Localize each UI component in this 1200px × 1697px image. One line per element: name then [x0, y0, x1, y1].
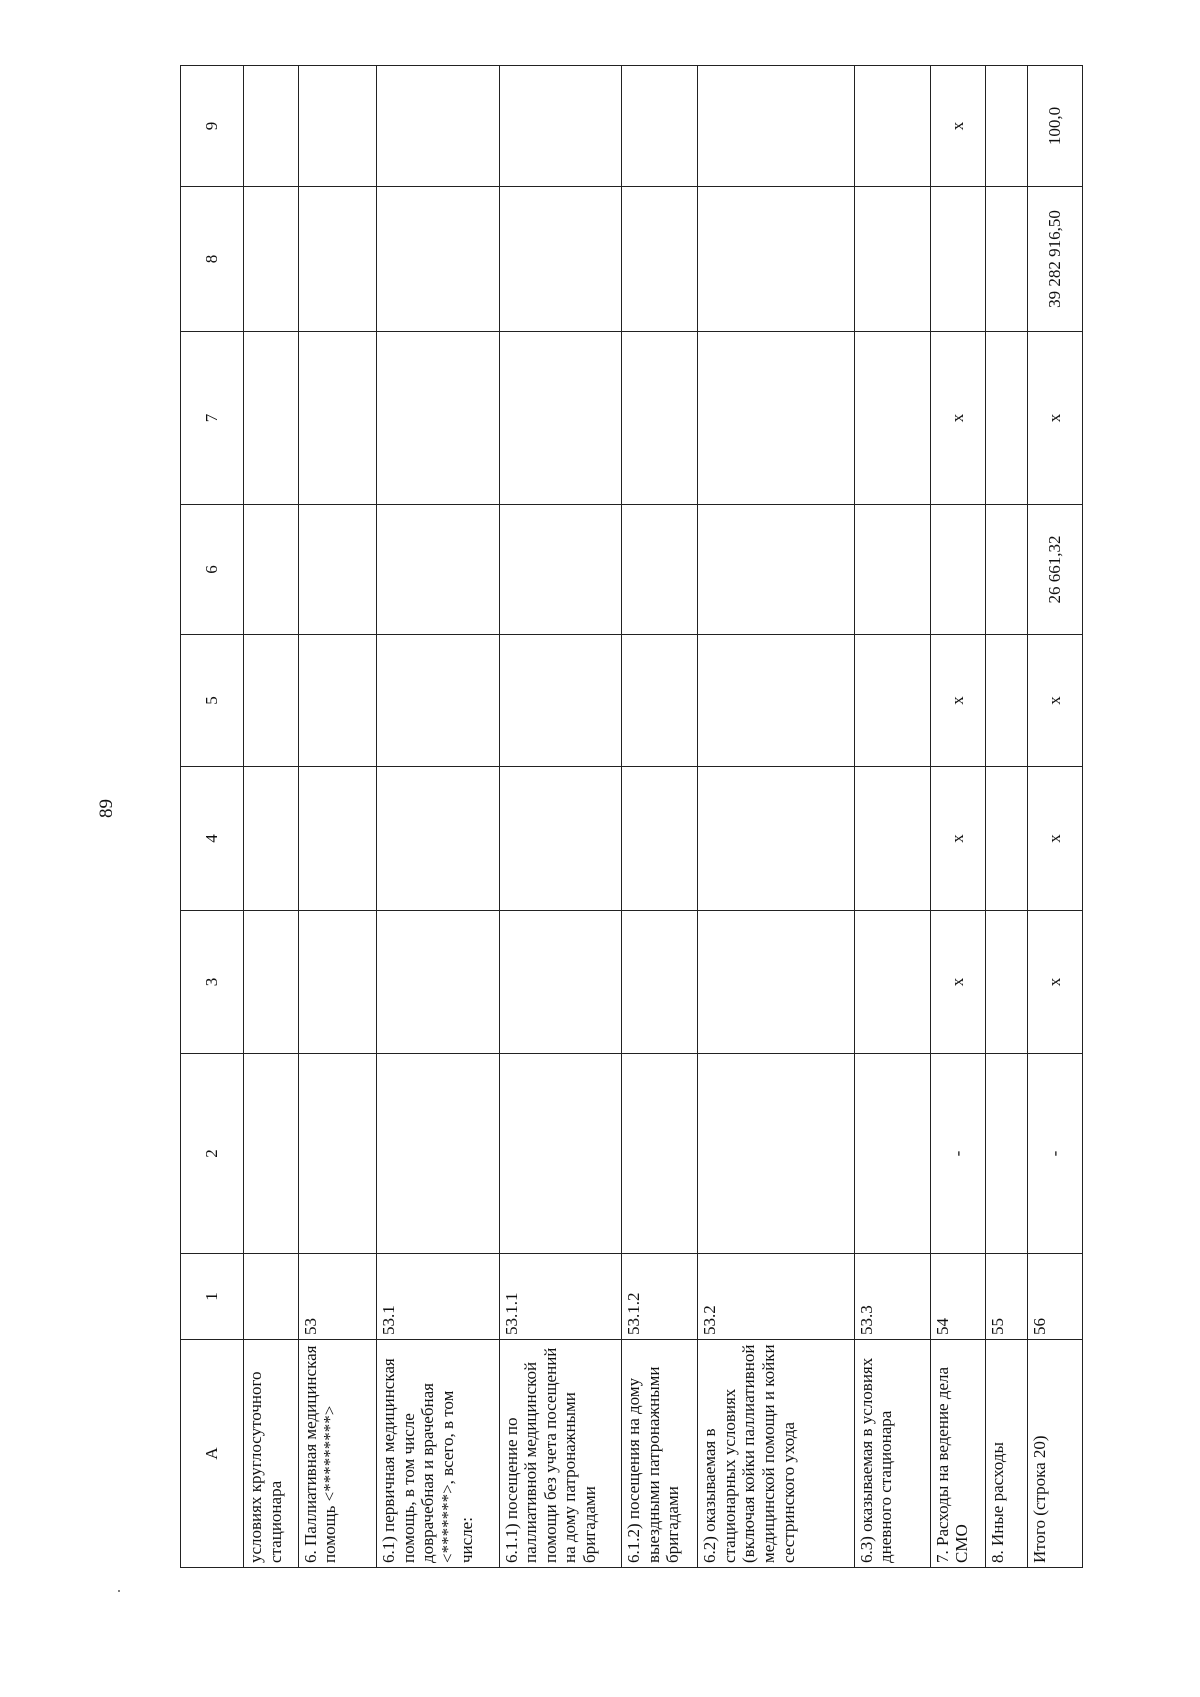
table-cell — [244, 66, 299, 187]
row-code: 53.1 — [377, 1254, 500, 1340]
table-cell — [622, 66, 698, 187]
row-label: условиях круглосуточного стационара — [244, 1340, 299, 1568]
table-cell: x — [1027, 911, 1082, 1054]
table-cell — [985, 332, 1027, 505]
header-cell: 6 — [181, 505, 244, 635]
table-cell — [499, 66, 622, 187]
table-cell — [854, 505, 930, 635]
table-cell — [298, 767, 376, 911]
row-code: 55 — [985, 1254, 1027, 1340]
table-cell — [854, 767, 930, 911]
financial-table — [180, 65, 1083, 1568]
table-cell — [930, 187, 985, 332]
row-code — [244, 1254, 299, 1340]
header-cell: 8 — [181, 187, 244, 332]
table-cell — [244, 767, 299, 911]
table-cell — [298, 505, 376, 635]
rotated-table-container — [180, 66, 1083, 1568]
table-cell — [622, 332, 698, 505]
table-cell — [377, 1054, 500, 1254]
table-cell — [622, 767, 698, 911]
table-cell — [985, 635, 1027, 767]
row-code: 53 — [298, 1254, 376, 1340]
table-cell — [698, 635, 854, 767]
table-row — [298, 66, 376, 1568]
table-cell — [244, 1054, 299, 1254]
table-row — [1027, 66, 1082, 1568]
table-cell — [854, 66, 930, 187]
table-cell: x — [1027, 767, 1082, 911]
table-cell — [698, 505, 854, 635]
table-cell: - — [930, 1054, 985, 1254]
row-code: 54 — [930, 1254, 985, 1340]
table-cell: x — [1027, 332, 1082, 505]
scan-speck — [118, 1590, 120, 1592]
table-cell — [377, 332, 500, 505]
table-cell — [698, 1054, 854, 1254]
row-code: 53.3 — [854, 1254, 930, 1340]
table-cell — [854, 187, 930, 332]
table-cell — [244, 505, 299, 635]
row-code: 53.2 — [698, 1254, 854, 1340]
table-cell — [377, 505, 500, 635]
table-cell — [499, 635, 622, 767]
table-row — [377, 66, 500, 1568]
table-cell — [622, 911, 698, 1054]
table-row — [698, 66, 854, 1568]
table-cell — [298, 332, 376, 505]
row-label: 6.2) оказываемая в стационарных условиях (включая койки паллиативной медицинской помощи и койки сестринского ухода — [698, 1340, 854, 1568]
table-cell — [698, 187, 854, 332]
table-cell — [985, 66, 1027, 187]
table-cell — [930, 505, 985, 635]
table-cell: 39 282 916,50 — [1027, 187, 1082, 332]
table-cell: x — [930, 66, 985, 187]
row-code: 56 — [1027, 1254, 1082, 1340]
table-cell — [985, 767, 1027, 911]
table-cell — [377, 911, 500, 1054]
table-cell: 26 661,32 — [1027, 505, 1082, 635]
row-label: 6.1.1) посещение по паллиативной медицинской помощи без учета посещений на дому патронажными бригадами — [499, 1340, 622, 1568]
table-cell: x — [930, 635, 985, 767]
table-row — [622, 66, 698, 1568]
table-row — [985, 66, 1027, 1568]
table-cell — [985, 505, 1027, 635]
table-cell — [298, 1054, 376, 1254]
table-cell: x — [930, 767, 985, 911]
header-row — [181, 66, 244, 1568]
table-cell — [985, 1054, 1027, 1254]
table-cell — [622, 187, 698, 332]
table-row — [930, 66, 985, 1568]
table-cell — [244, 187, 299, 332]
header-cell: 9 — [181, 66, 244, 187]
table-cell — [854, 635, 930, 767]
row-label: 6. Паллиативная медицинская помощь <*********> — [298, 1340, 376, 1568]
table-cell — [499, 767, 622, 911]
table-cell — [377, 767, 500, 911]
row-label: 6.1) первичная медицинская помощь, в том числе доврачебная и врачебная <*******>, всего, в том числе: — [377, 1340, 500, 1568]
header-cell: 2 — [181, 1054, 244, 1254]
header-cell: 7 — [181, 332, 244, 505]
header-cell: 3 — [181, 911, 244, 1054]
table-cell — [854, 911, 930, 1054]
row-label: Итого (строка 20) — [1027, 1340, 1082, 1568]
table-cell — [698, 911, 854, 1054]
table-cell — [499, 332, 622, 505]
header-cell: 4 — [181, 767, 244, 911]
row-code: 53.1.2 — [622, 1254, 698, 1340]
row-label: 6.1.2) посещения на дому выездными патронажными бригадами — [622, 1340, 698, 1568]
table-cell — [244, 332, 299, 505]
table-row — [854, 66, 930, 1568]
table-cell: x — [930, 332, 985, 505]
table-cell — [244, 911, 299, 1054]
header-cell: 1 — [181, 1254, 244, 1340]
header-cell: A — [181, 1340, 244, 1568]
table-cell — [854, 332, 930, 505]
table-cell — [985, 187, 1027, 332]
table-row — [499, 66, 622, 1568]
table-cell — [298, 911, 376, 1054]
table-cell — [377, 187, 500, 332]
table-cell — [377, 635, 500, 767]
row-label: 7. Расходы на ведение дела СМО — [930, 1340, 985, 1568]
table-cell — [499, 505, 622, 635]
table-row — [244, 66, 299, 1568]
row-label: 8. Иные расходы — [985, 1340, 1027, 1568]
page-number: 89 — [96, 799, 117, 818]
table-cell — [499, 1054, 622, 1254]
table-cell — [244, 635, 299, 767]
table-cell — [985, 911, 1027, 1054]
header-cell: 5 — [181, 635, 244, 767]
table-cell — [622, 635, 698, 767]
row-code: 53.1.1 — [499, 1254, 622, 1340]
table-cell — [298, 187, 376, 332]
table-cell — [698, 332, 854, 505]
table-cell — [698, 66, 854, 187]
table-cell — [499, 187, 622, 332]
table-cell — [298, 66, 376, 187]
table-cell — [298, 635, 376, 767]
table-cell: x — [1027, 635, 1082, 767]
table-cell — [622, 505, 698, 635]
table-cell: - — [1027, 1054, 1082, 1254]
table-cell — [377, 66, 500, 187]
row-label: 6.3) оказываемая в условиях дневного стационара — [854, 1340, 930, 1568]
table-cell — [622, 1054, 698, 1254]
table-cell — [499, 911, 622, 1054]
table-cell: 100,0 — [1027, 66, 1082, 187]
table-cell: x — [930, 911, 985, 1054]
table-cell — [854, 1054, 930, 1254]
table-cell — [698, 767, 854, 911]
